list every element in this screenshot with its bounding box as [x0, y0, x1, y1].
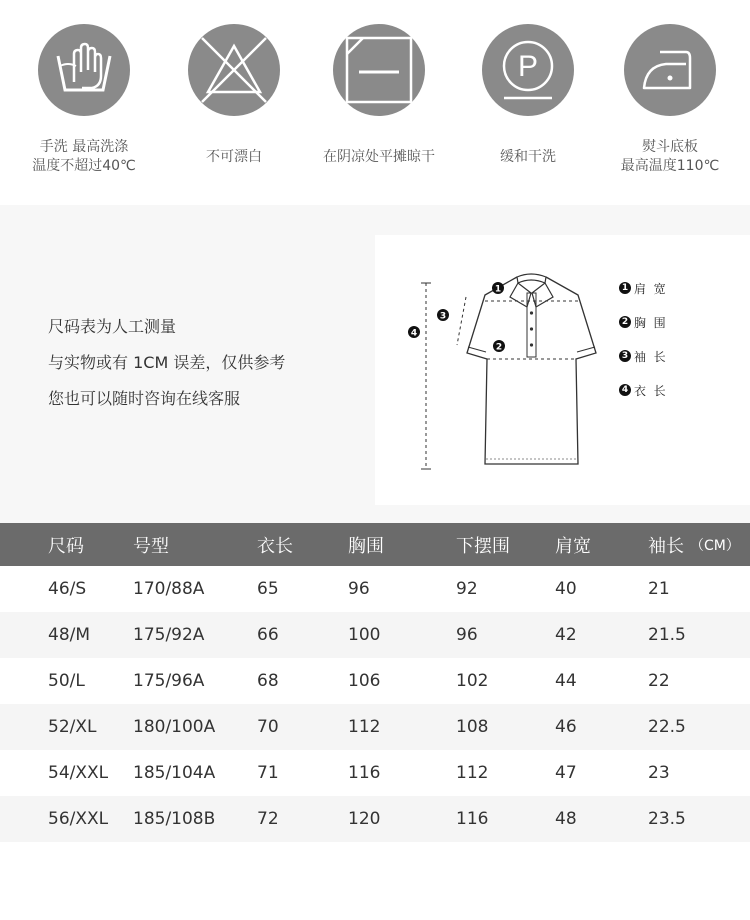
- care-item-iron: [600, 0, 740, 176]
- header-shoulder: 肩宽: [555, 535, 591, 557]
- care-label: 在阴凉处平摊晾干: [323, 149, 435, 165]
- header-length: 衣长: [257, 535, 293, 557]
- svg-text:1: 1: [494, 284, 502, 295]
- table-row: 50/L 175/96A 68 106 102 44 22: [48, 671, 670, 691]
- marker-length: [408, 326, 420, 339]
- care-instructions: [0, 0, 750, 205]
- shade-dry-flat-icon: [333, 24, 425, 116]
- care-item-hand-wash: [14, 0, 154, 176]
- care-item-no-bleach: [164, 0, 304, 167]
- measurement-note-section: [0, 205, 750, 523]
- note-line: 您也可以随时咨询在线客服: [48, 389, 241, 408]
- hand-wash-icon: [38, 24, 130, 116]
- legend-item: 1 肩 宽: [619, 282, 666, 316]
- care-item-dry-clean: [458, 0, 598, 167]
- table-row: 48/M 175/92A 66 100 96 42 21.5: [0, 612, 750, 658]
- svg-text:2: 2: [495, 342, 503, 353]
- note-line: 与实物或有 1CM 误差，仅供参考: [48, 353, 286, 372]
- marker-chest: [493, 340, 505, 353]
- measurement-note: [48, 309, 285, 417]
- header-size: 尺码: [48, 535, 84, 557]
- table-row: 54/XXL 185/104A 71 116 112 47 23: [48, 763, 670, 783]
- care-label: 缓和干洗: [500, 149, 556, 165]
- legend-item: 4 衣 长: [619, 384, 666, 418]
- table-row: 52/XL 180/100A 70 112 108 46 22.5: [0, 704, 750, 750]
- care-item-shade-dry: [309, 0, 449, 167]
- svg-text:4: 4: [410, 328, 418, 339]
- unit-label: （CM）: [690, 537, 740, 554]
- table-row: 56/XXL 185/108B 72 120 116 48 23.5: [0, 796, 750, 842]
- legend-item: 3 袖 长: [619, 350, 666, 384]
- note-line: 尺码表为人工测量: [48, 317, 177, 336]
- care-label: 不可漂白: [206, 149, 262, 165]
- table-row: 46/S 170/88A 65 96 92 40 21: [48, 579, 670, 599]
- gentle-dry-clean-icon: [482, 24, 574, 116]
- shirt-outline: [375, 235, 750, 505]
- table-header: [0, 523, 750, 566]
- no-bleach-icon: [188, 24, 280, 116]
- marker-sleeve: [437, 309, 449, 322]
- header-model: 号型: [133, 535, 169, 557]
- measurement-legend: [619, 282, 666, 418]
- header-sleeve: 袖长 （CM）: [648, 535, 740, 557]
- size-table: [0, 523, 750, 842]
- polo-shirt-diagram: [375, 235, 750, 505]
- legend-item: 2 胸 围: [619, 316, 666, 350]
- header-chest: 胸围: [348, 535, 384, 557]
- header-hem: 下摆围: [456, 535, 510, 557]
- dry-clean-letter: P: [517, 50, 539, 83]
- iron-icon: [624, 24, 716, 116]
- svg-text:3: 3: [439, 311, 447, 322]
- care-label: 熨斗底板 最高温度110℃: [620, 139, 720, 174]
- care-label: 手洗 最高洗涤 温度不超过40℃: [32, 139, 136, 174]
- marker-shoulder: [492, 282, 504, 295]
